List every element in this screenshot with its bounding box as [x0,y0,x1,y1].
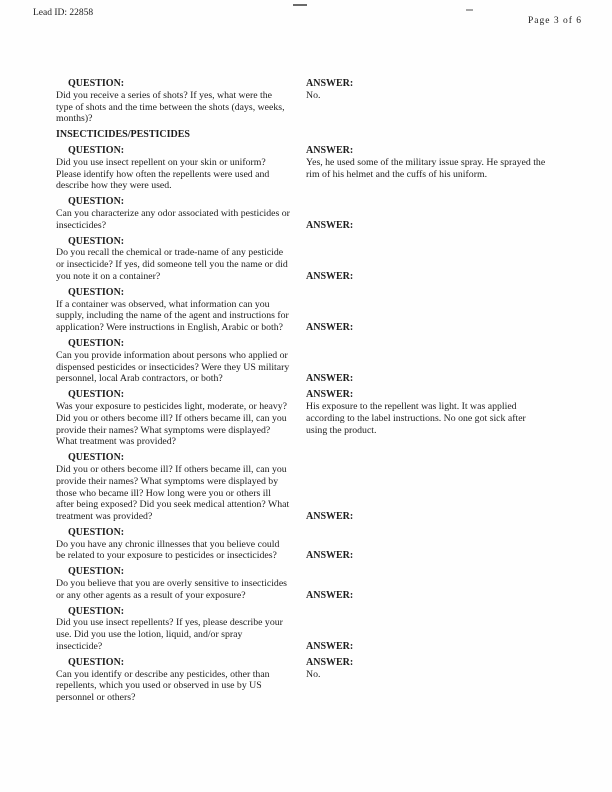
question-label: QUESTION: [68,656,125,668]
answer-label: ANSWER: [306,550,354,562]
answer-label: ANSWER: [306,373,354,385]
qa-pair-row [56,145,548,192]
answer-block [305,452,548,523]
document-body [56,78,548,708]
answer-block [305,236,548,283]
section-heading: INSECTICIDES/PESTICIDES [56,129,190,141]
question-block [56,606,305,653]
question-text: Can you characterize any odor associated with pesticides or insecticides? [56,207,290,231]
answer-block [305,196,548,231]
qa-pair-row [56,606,548,653]
answer-text: No. [306,668,321,680]
question-label: QUESTION: [68,605,125,617]
answer-block [305,287,548,334]
question-block [56,236,305,283]
qa-pair-row [56,389,548,448]
question-block [56,566,305,601]
question-block [56,389,305,448]
qa-pair-row [56,196,548,231]
question-text: Was your exposure to pesticides light, moderate, or heavy? Did you or others become ill? If others became ill, can you provide their names? What symptoms were displayed? What treatment was provided? [56,400,288,448]
qa-pair-row [56,338,548,385]
question-text: Did you or others become ill? If others became ill, can you provide their names? What symptoms were displayed by those who became ill? How long were you or others ill after being exposed? Did you seek medical attention? What treatment was provided? [56,463,290,523]
answer-label: ANSWER: [306,219,354,231]
qa-pair-row [56,236,548,283]
answer-label: ANSWER: [306,641,354,653]
answer-label: ANSWER: [306,656,354,668]
question-label: QUESTION: [68,235,125,247]
question-label: QUESTION: [68,144,125,156]
question-block [56,78,305,125]
question-text: Do you believe that you are overly sensitive to insecticides or any other agents as a result of your exposure? [56,578,287,601]
answer-text: His exposure to the repellent was light. It was applied according to the label instructions. No one got sick after using the product. [306,400,526,436]
answer-label: ANSWER: [306,270,354,282]
answer-block [305,78,548,125]
qa-pair-row [56,657,548,704]
answer-block [305,657,548,704]
answer-label: ANSWER: [306,78,354,89]
answer-label: ANSWER: [306,589,354,601]
question-label: QUESTION: [68,452,125,464]
question-label: QUESTION: [68,78,125,89]
question-text: Did you use insect repellent on your skin or uniform? Please identify how often the repellents were used and describe how they were used. [56,156,270,192]
answer-text: No. [306,89,321,101]
answer-block [305,527,548,562]
question-text: Do you recall the chemical or trade-name of any pesticide or insecticide? If yes, did someone tell you the name or did you note it on a container? [56,247,288,282]
scan-artifact [466,9,473,11]
answer-block [305,145,548,192]
question-label: QUESTION: [68,389,125,401]
question-label: QUESTION: [68,526,125,538]
question-block [56,287,305,334]
question-label: QUESTION: [68,566,125,578]
qa-pair-row [56,527,548,562]
question-text: Can you identify or describe any pesticides, other than repellents, which you used or observed in use by US personnel or others? [56,668,270,704]
answer-block [305,566,548,601]
question-text: Did you receive a series of shots? If yes, what were the type of shots and the time between the shots (days, weeks, months)? [56,89,285,125]
answer-text: Yes, he used some of the military issue spray. He sprayed the rim of his helmet and the cuffs of his uniform. [306,156,546,180]
question-block [56,196,305,231]
question-block [56,338,305,385]
qa-pair-row [56,566,548,601]
header-page-number: Page 3 of 6 [527,16,582,26]
question-label: QUESTION: [68,286,125,298]
answer-label: ANSWER: [306,389,354,401]
question-text: Do you have any chronic illnesses that you believe could be related to your exposure to pesticides or insecticides? [56,538,280,562]
answer-block [305,606,548,653]
question-block [56,145,305,192]
question-block [56,527,305,562]
scan-artifact [293,4,307,6]
qa-pair-row [56,287,548,334]
answer-label: ANSWER: [306,144,354,156]
answer-label: ANSWER: [306,511,354,523]
question-label: QUESTION: [68,337,125,349]
answer-block [305,338,548,385]
answer-label: ANSWER: [306,322,354,334]
question-text: If a container was observed, what information can you supply, including the name of the agent and instructions for application? Were instructions in English, Arabic or both? [56,298,289,334]
question-block [56,452,305,523]
answer-block [305,389,548,448]
question-text: Can you provide information about persons who applied or dispensed pesticides or insecticides? Were they US military personnel, local Arab contractors, or both? [56,349,290,385]
header-lead-id: Lead ID: 22858 [33,8,94,18]
question-block [56,657,305,704]
qa-pair-row [56,78,548,125]
question-label: QUESTION: [68,196,125,208]
qa-pair-row [56,452,548,523]
question-text: Did you use insect repellents? If yes, please describe your use. Did you use the lotion, liquid, and/or spray insecticide? [56,617,283,653]
